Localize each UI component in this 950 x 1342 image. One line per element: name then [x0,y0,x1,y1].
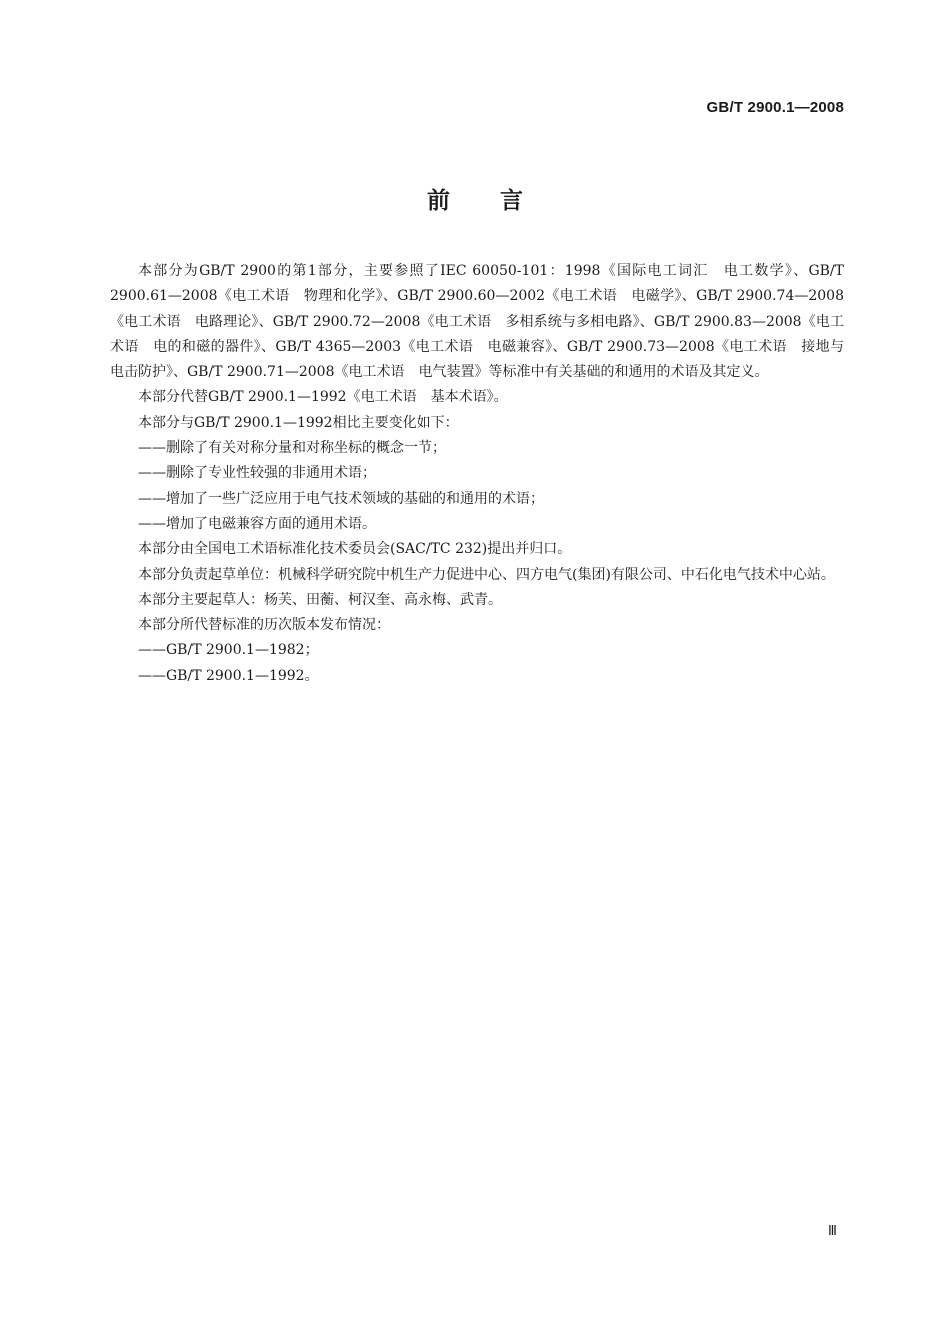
changes-intro: 本部分与GB/T 2900.1—1992相比主要变化如下： [138,414,459,431]
standard-code: GB/T 2900.1—2008 [706,99,844,116]
replaces-paragraph: 本部分代替GB/T 2900.1—1992《电工术语 基本术语》。 [138,389,508,406]
history-item: ——GB/T 2900.1—1992。 [138,667,319,684]
change-item: ——删除了专业性较强的非通用术语； [138,465,376,482]
scope-paragraph: 本部分为GB/T 2900的第1部分，主要参照了IEC 60050-101：1998《国际电工词汇 电工数学》、GB/T 2900.61—2008《电工术语 物理和化学》、GB/T 2900.60—2002《电工术语 电磁学》、GB/T 2900.74—2008《电工术语 电路理论》、GB/T 2900.72—2008《电工术语 多相系统与多相电路》、GB/T 2900.83—2008《电工术语 电的和磁的器件》、GB/T 4365—2003《电工术语 电磁兼容》、GB/T 2900.73—2008《电工术语 接地与电击防护》、GB/T 2900.71—2008《电工术语 电气装置》等标准中有关基础的和通用的术语及其定义。 [110,263,844,381]
history-item: ——GB/T 2900.1—1982； [138,642,319,659]
drafters-paragraph: 本部分主要起草人：杨芙、田蘅、柯汉奎、高永梅、武青。 [138,591,502,608]
drafting-units-paragraph: 本部分负责起草单位：机械科学研究院中机生产力促进中心、四方电气(集团)有限公司、中石化电气技术中心站。 [138,566,835,583]
change-item: ——增加了电磁兼容方面的通用术语。 [138,515,376,532]
proposed-by-paragraph: 本部分由全国电工术语标准化技术委员会(SAC/TC 232)提出并归口。 [138,541,572,558]
change-item: ——删除了有关对称分量和对称坐标的概念一节； [138,440,446,457]
history-intro: 本部分所代替标准的历次版本发布情况： [138,617,390,634]
foreword-body [110,259,844,689]
page-number: Ⅲ [828,1224,837,1239]
page-title: 前言 [427,188,573,214]
change-item: ——增加了一些广泛应用于电气技术领域的基础的和通用的术语； [138,490,544,507]
